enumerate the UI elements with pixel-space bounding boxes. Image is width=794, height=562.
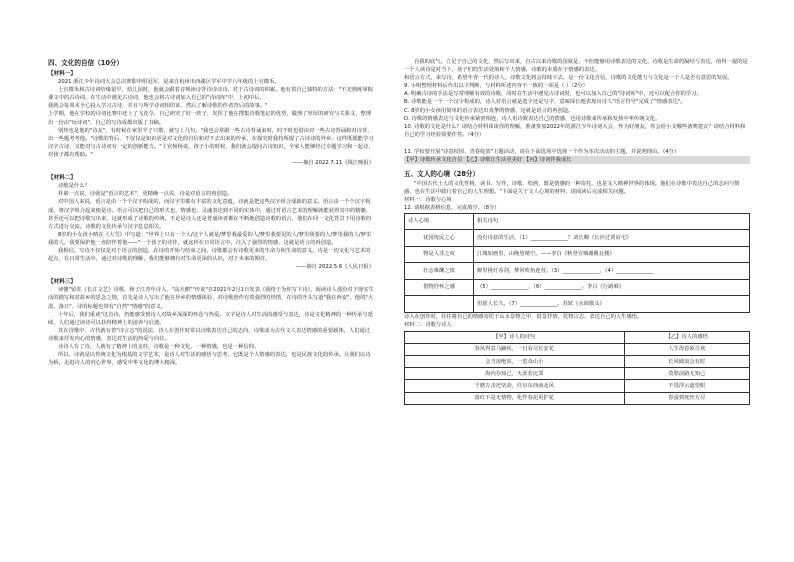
question-9: 9. 小明整理材料后作出以下判断，与材料所述内容不一致的一项是（ ）（2分） [404,83,588,90]
table-cell: 江城如画里，山晚望晴空。——李白《秋登宣城谢脁北楼》 [474,246,750,263]
table-cell: 春蚕到死丝方尽 [624,392,749,404]
table-header-row [405,331,750,343]
table-cell: 人生得意须尽欢 [624,343,749,355]
material-1-para-2: 上官微禾和古诗词结缘很早，幼儿园时，他就会跟着音频读诗背诗诗诗诗。对于古诗词的积累，他有着自己独特的方法："不光熟练掌握课文中的古诗词，在生活中遇见古诗词，他也会将古诗词加入自己的"诗词库"中，上初中后， [48,87,373,102]
table-row [405,230,750,247]
material-2-para-1: 朴素一点说，诗就是"语言的艺术"，更精确一点说，诗是对语言的再创造。 [58,191,233,198]
poet-mood-table [404,213,750,313]
table-cell: （5）______________，（6）______________。李白《行路难》 [474,279,750,296]
question-11: 11. 学校要开展"诗意校园，青春绽放"主题活动，请在下面选项中选择一个作为本次活动的主题，并说明理由。（4分） [404,148,680,155]
table-row [405,392,750,404]
right-column [404,58,750,405]
material-3-para-3: 其在诗歌中，古代就有着"诗言志"的说法，诗人在创作时常以诗歌表达自己的志向，诗歌成为古代文人表达情感的重要载体，人们通过诗歌来抒发内心的情感，表达对生活的热爱与向往。 [48,327,371,342]
table-cell: 但愿人长久，（7）______________。苏轼《水调歌头》 [474,296,750,313]
left-column [48,58,374,367]
table-cell: 莫愁前路无知己 [624,368,749,380]
table-cell: 海内存知己，天涯若比邻 [405,368,625,380]
material-1-para-5: 别热也是他的"诗友"，有时候在家里半了只歌，就写上几句。"我也会常跟一些古诗背诵来时，时不时也借由对一些古诗背诵和对诗背，出一些题考考他。"诗歌的背后，不仅仅是知识更是对文化的自信和对不去出来的传承，在探究时我持所提了古诗诗的外乡，这样既既能学习汉字古诗，又能对与古诗词有一定的创新能力。"上官杨杨说，孩子小的时候，我们就会提问古诗知识，全家人能够经过专题学习和一起诗、对孩子都有帮助。" [48,127,374,158]
table-cell: 没有诗意的生活，（1）______________？刘长卿《长沙过贾谊宅》 [474,230,750,247]
table-row [405,246,750,263]
section-5-title: 五、文人的心境（28分） [404,170,480,179]
section-5-material-1: 材料一：诗歌与心境 [404,197,452,204]
material-3-para-5: 所以，诗就是以传统文化为根基的文学艺术，是诗人对生活的感悟与思考，它既是个人情感的表达，也是民族文化的传承。让我们以诗为桥，走进诗人的内心世界，感受中华文化的博大精深。 [48,352,371,367]
material-2-title: 【材料二】 [48,175,76,182]
table-header-cell: 【甲】诗人的诗句 [405,331,625,343]
material-1-para-1: 2021 浙江少年诗词大会总决赛即申组冠军，是来自杭州市西湖区学军中学八年级的上官微禾。 [58,79,280,86]
table-row [405,296,750,313]
material-3-title: 【材料三】 [48,279,76,286]
question-9-option-c: C. 8岁的小女孩用简单的语言表达出真挚的情感，这就是语言的再创造。 [404,107,574,114]
question-10: 10. 诗歌的文化是什么？请结合材料谈谈你的理解，准备参加2022年的浙江少年诗词大会，作为好朋友，你会给小文哪些备赛建议？请结合材料和自己的学习经验简要作答。（4分） [404,123,746,138]
material-3-para-4: 诗诗人有了诗，人就有了精神上的支柱，诗歌是一种文化，一种情感，也是一种信仰。 [58,344,260,350]
question-9-option-b: B. 诗歌能是一个一个汉字构成的，诗人对语言就是选字还是写字，意味深长地表现出诗人"语言符号"完成了"情感表达"。 [404,99,686,106]
material-3-para-1: 读懂"留驻《长江文艺》诗歌，杨子江青年诗人，"高天鹅""传说"在2021年2月1日发表《我终于为你写下诗》，阅读诗人那份对于现实生活的描写和对故乡的思念之情，首先是诗人写出了他在异乡的情感体验，对诗歌创作有着强烈的热情，在诗的开头写道"我在西安"，他的"大漠、落日"，诗的标题也带有"自然""情感"的意义。 [48,287,374,310]
table-cell: 不畏浮云遮望眼 [624,380,749,392]
question-11-options: 【甲】诗歌传承文化自信 【乙】诗歌让生活更美好 【丙】诗词伴我成长 [404,156,750,164]
material-2-para-4: 我相信，写诗不仅仅是对于语言的创造，在诗的开始与结束之间，诗歌都会有诗歌更多的生命力和生命的意义。诗是一切文化与艺术的起点，在日常生活中，通过对诗歌的理解，我们能够拥有对生命更深的认识，对于未来的期许。 [48,247,371,263]
table-header-cell: 【乙】诗人的感悟 [624,331,749,343]
poem-comparison-table [404,331,750,405]
material-1-para-4: 上学期，他在学校的诗词比赛中还上了飞花令，自己研究了好一阵子，发挥了他在搜集诗歌笔记的优势，做理了厚厚的研究与关系文，整理出一份由"玩诗词"，自己的写诗成都出版了书稿。 [48,111,372,126]
material-2-question: 诗歌是什么？ [58,183,90,190]
right-intro-2: 和语言方式，来写诗，希望年青一代的诗人，诗歌文化将会持续下去，是一份文化自信，诗歌的文化能力与文化是一个人是否有意思的发展。 [404,75,733,82]
table-row [405,380,750,392]
material-2-para-3: 8岁的小女孩小晴在《大雪》中写道："世界上只有一个人/这个人就是/梦里我最爱的人/梦里我要见的人/梦里我要的人/梦里我的人/梦里我的人，我要保护他一直陪伴着他——"一个孩子的诗作，就这样在日常语言中，注入了强烈的情感，这就是语言的再创造。 [48,231,372,246]
right-intro: 自我的底气，立足于自己的文化，然后写出来，自古以来诗歌的国度是，不但能够用诗歌表达的文化，诗歌是生命的凝结与表达，值得一提的是一个人读诗是对当下，孩子们的生活处境和个人情感，诗歌的本质在于情感的表达。 [404,59,748,74]
table-cell: 会当凌绝顶，一览众山小 [405,356,625,368]
material-3-para-2: 十年后，我们重读"这首诗，仍能感受到诗人对故乡深深的怀念与热爱。文字是诗人对生活的感受与表达，诗是文化精神的一种传承与延续，人们通过读诗可以获得精神上的滋养与启迪。 [48,311,373,326]
table-cell: 春风得意马蹄疾，一日看尽长安花 [405,343,625,355]
table-cell: 长风破浪会有时 [624,356,749,368]
section-5-intro: "中国古代士人的文化性格，读书、写作，诗歌、绘画，既是情感的一种寄托，也是文人精神世界的体现。他们在诗歌中表达自己的志向与情感，也在生活中践行着自己的人生理想。"下面是关于文人心境的材料，请阅读后完成相关问题。 [404,181,740,196]
table-header-cell: 诗人心境 [405,213,474,230]
material-1-para-3: 我就会每周末全心投入学习古诗，并且与所学诗词相印证，然后了解诗歌的作者背后的故事。" [48,103,268,110]
material-2-para-2: 对中国人来说，语言是由一个个汉字构成的，而汉字里都有丰富的文化意蕴，诗就是把这些汉字组合成新的意义。语言由一个个汉字构成，将汉字组合起来便是诗。语言可以把自己的形式也、情感也、灵魂表达到不同的实体中，通过对语言艺术的理解就能获得其中的精髓，甚至还可以把诗歌写出来，这就形成了诗歌的传统。不论是诗人还是普通读者都在不断地创造诗歌的语言，他们在同一文化背景下用诗歌的方式进行交流。诗歌的文化传承与汉字息息相关。 [48,199,372,230]
table-row [405,356,750,368]
table-cell: 借物抒怀之感 [405,279,474,296]
table-cell: 千磨万击还坚劲，任尔东西南北风 [405,380,625,392]
section-5-note: 诗人在创作时，往往将自己的情感寄托于山水景物之中，借景抒情，托物言志，表达自己的人生感悟。 [404,313,643,320]
table-row [405,279,750,296]
question-9-option-a: A. 明确古诗的手法是写常理解有效的诗歌，同时在生活中遇见古诗词时，也可以加入自己的"诗词库"中，还可以配合你的学习。 [404,91,702,98]
table-row [405,343,750,355]
table-cell: 醉里挑灯看剑，梦回吹角连营。（3）______________，（4）______________ [474,263,750,280]
section-title: 四、文化的自信（10分） [48,59,124,67]
material-1-title: 【材料一】 [48,71,76,77]
table-header-row [405,213,750,230]
table-cell: 物是人非之叹 [405,246,474,263]
table-cell: 落红不是无情物，化作春泥更护花 [405,392,625,404]
table-row [405,263,750,280]
question-12: 12. 请根据表格信息，完成填空。（8分） [404,205,500,212]
table-header-cell: 相关诗句 [474,213,750,230]
material-1-source: ——摘自 2022.7.11《钱江晚报》 [292,160,374,167]
table-cell [405,296,474,313]
section-5-material-2: 材料二：诗歌与诗人 [404,321,452,328]
table-cell: 忧国忧民之心 [405,230,474,247]
material-2-source: ——摘自 2022.5.6《人民日报》 [295,264,374,271]
question-9-option-d: D. 诗歌的情感表达与文化传承紧密相连，诗人用诗歌表达自己的情感，也用诗歌来传承和发扬中华传统文化。 [404,115,661,122]
table-row [405,368,750,380]
table-cell: 壮志难酬之愤 [405,263,474,280]
